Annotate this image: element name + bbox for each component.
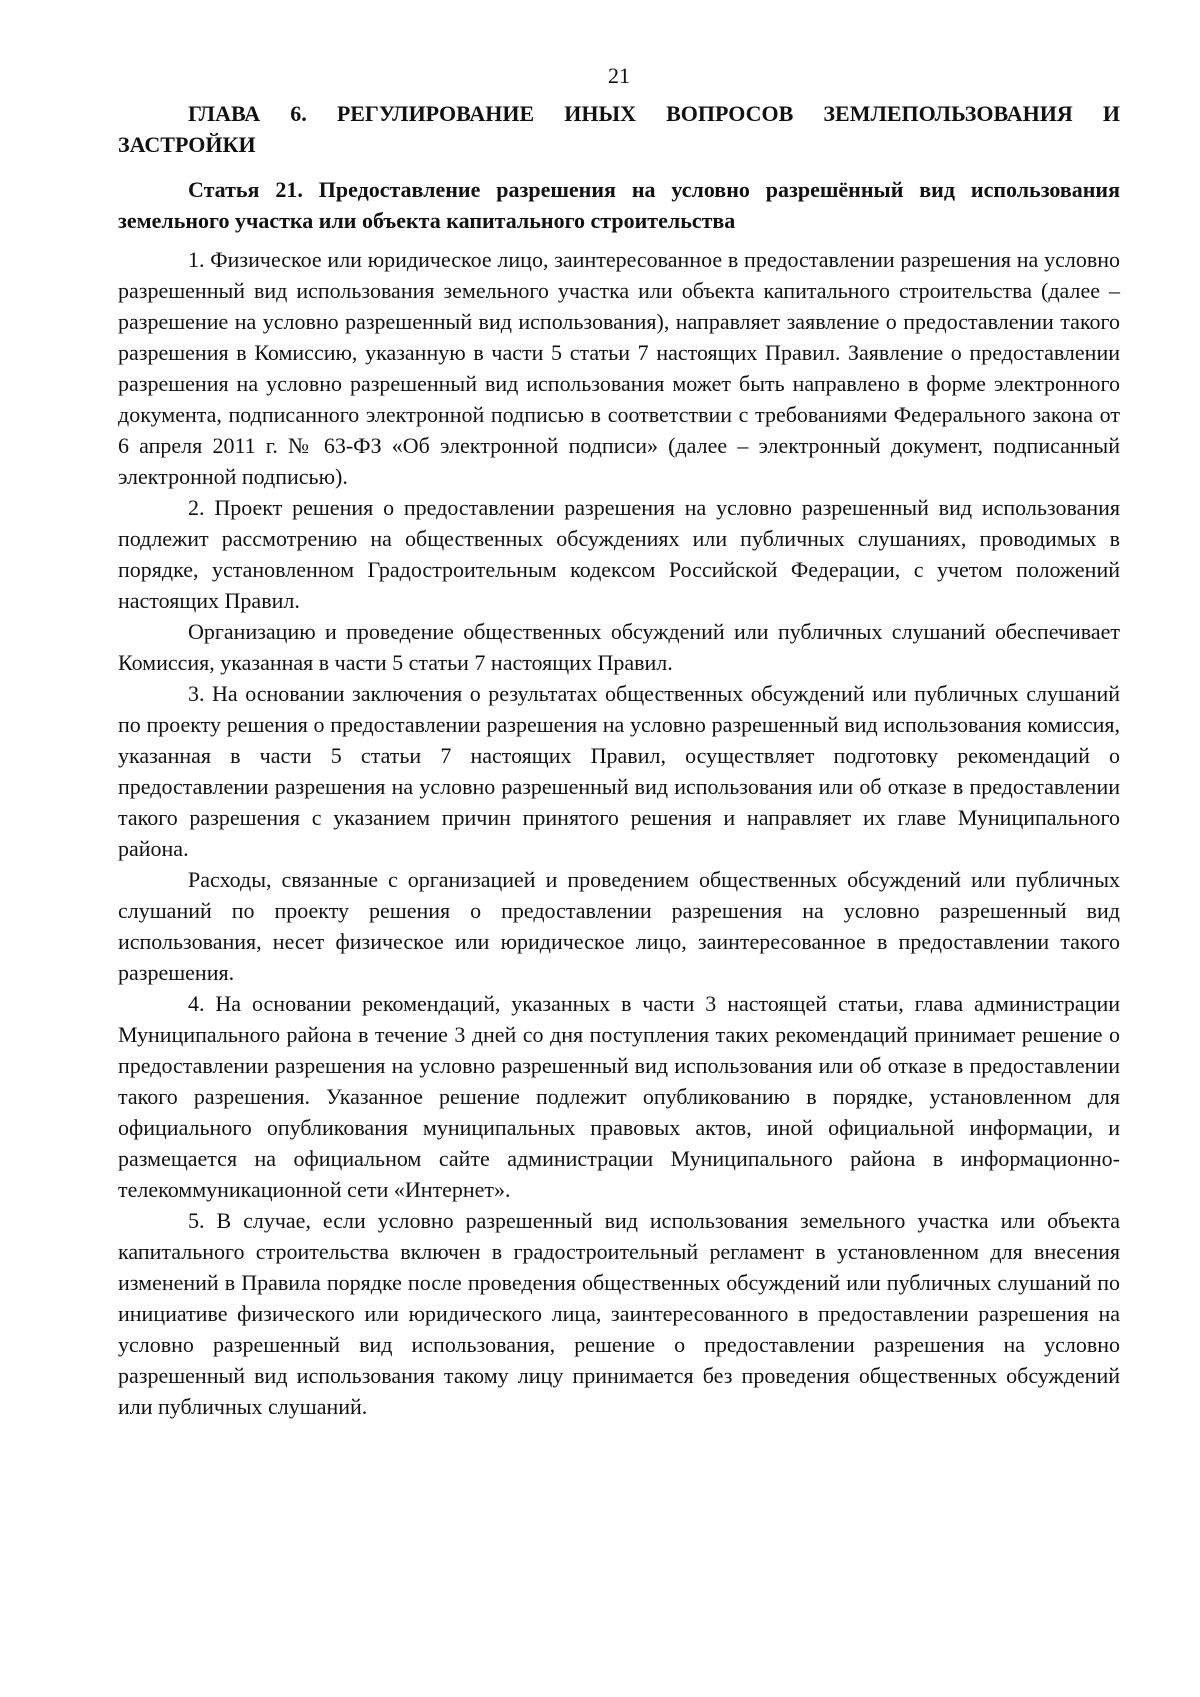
paragraph-2-continuation: Организацию и проведение общественных обсуждений или публичных слушаний обеспечивает Комиссия, указанная в части 5 статьи 7 настоящих Правил. bbox=[118, 619, 1120, 675]
document-page bbox=[118, 62, 1120, 1422]
page-number: 21 bbox=[608, 63, 630, 88]
article-title: Статья 21. Предоставление разрешения на условно разрешённый вид использования земельного участка или объекта капитального строительства bbox=[118, 177, 1120, 233]
paragraph-5: 5. В случае, если условно разрешенный вид использования земельного участка или объекта капитального строительства включен в градостроительный регламент в установленном для внесения изменений в Правила порядке после проведения общественных обсуждений или публичных слушаний по инициативе физического или юридического лица, заинтересованного в предоставлении разрешения на условно разрешенный вид использования, решение о предоставлении разрешения на условно разрешенный вид использования такому лицу принимается без проведения общественных обсуждений или публичных слушаний. bbox=[118, 1208, 1120, 1419]
paragraph-1: 1. Физическое или юридическое лицо, заинтересованное в предоставлении разрешения на условно разрешенный вид использования земельного участка или объекта капитального строительства (далее – разрешение на условно разрешенный вид использования), направляет заявление о предоставлении такого разрешения в Комиссию, указанную в части 5 статьи 7 настоящих Правил. Заявление о предоставлении разрешения на условно разрешенный вид использования может быть направлено в форме электронного документа, подписанного электронной подписью в соответствии с требованиями Федерального закона от 6 апреля 2011 г. № 63-ФЗ «Об электронной подписи» (далее – электронный документ, подписанный электронной подписью). bbox=[118, 247, 1120, 489]
paragraph-3: 3. На основании заключения о результатах общественных обсуждений или публичных слушаний по проекту решения о предоставлении разрешения на условно разрешенный вид использования комиссия, указанная в части 5 статьи 7 настоящих Правил, осуществляет подготовку рекомендаций о предоставлении разрешения на условно разрешенный вид использования или об отказе в предоставлении такого разрешения с указанием причин принятого решения и направляет их главе Муниципального района. bbox=[118, 681, 1120, 861]
paragraph-4: 4. На основании рекомендаций, указанных в части 3 настоящей статьи, глава администрации Муниципального района в течение 3 дней со дня поступления таких рекомендаций принимает решение о предоставлении разрешения на условно разрешенный вид использования или об отказе в предоставлении такого разрешения. Указанное решение подлежит опубликованию в порядке, установленном для официального опубликования муниципальных правовых актов, иной официальной информации, и размещается на официальном сайте администрации Муниципального района в информационно-телекоммуникационной сети «Интернет». bbox=[118, 991, 1120, 1202]
paragraph-2: 2. Проект решения о предоставлении разрешения на условно разрешенный вид использования подлежит рассмотрению на общественных обсуждениях или публичных слушаниях, проводимых в порядке, установленном Градостроительным кодексом Российской Федерации, с учетом положений настоящих Правил. bbox=[118, 495, 1120, 613]
paragraph-3-continuation: Расходы, связанные с организацией и проведением общественных обсуждений или публичных слушаний по проекту решения о предоставлении разрешения на условно разрешенный вид использования, несет физическое или юридическое лицо, заинтересованное в предоставлении такого разрешения. bbox=[118, 867, 1120, 985]
chapter-title: ГЛАВА 6. РЕГУЛИРОВАНИЕ ИНЫХ ВОПРОСОВ ЗЕМЛЕПОЛЬЗОВАНИЯ И ЗАСТРОЙКИ bbox=[118, 101, 1120, 157]
